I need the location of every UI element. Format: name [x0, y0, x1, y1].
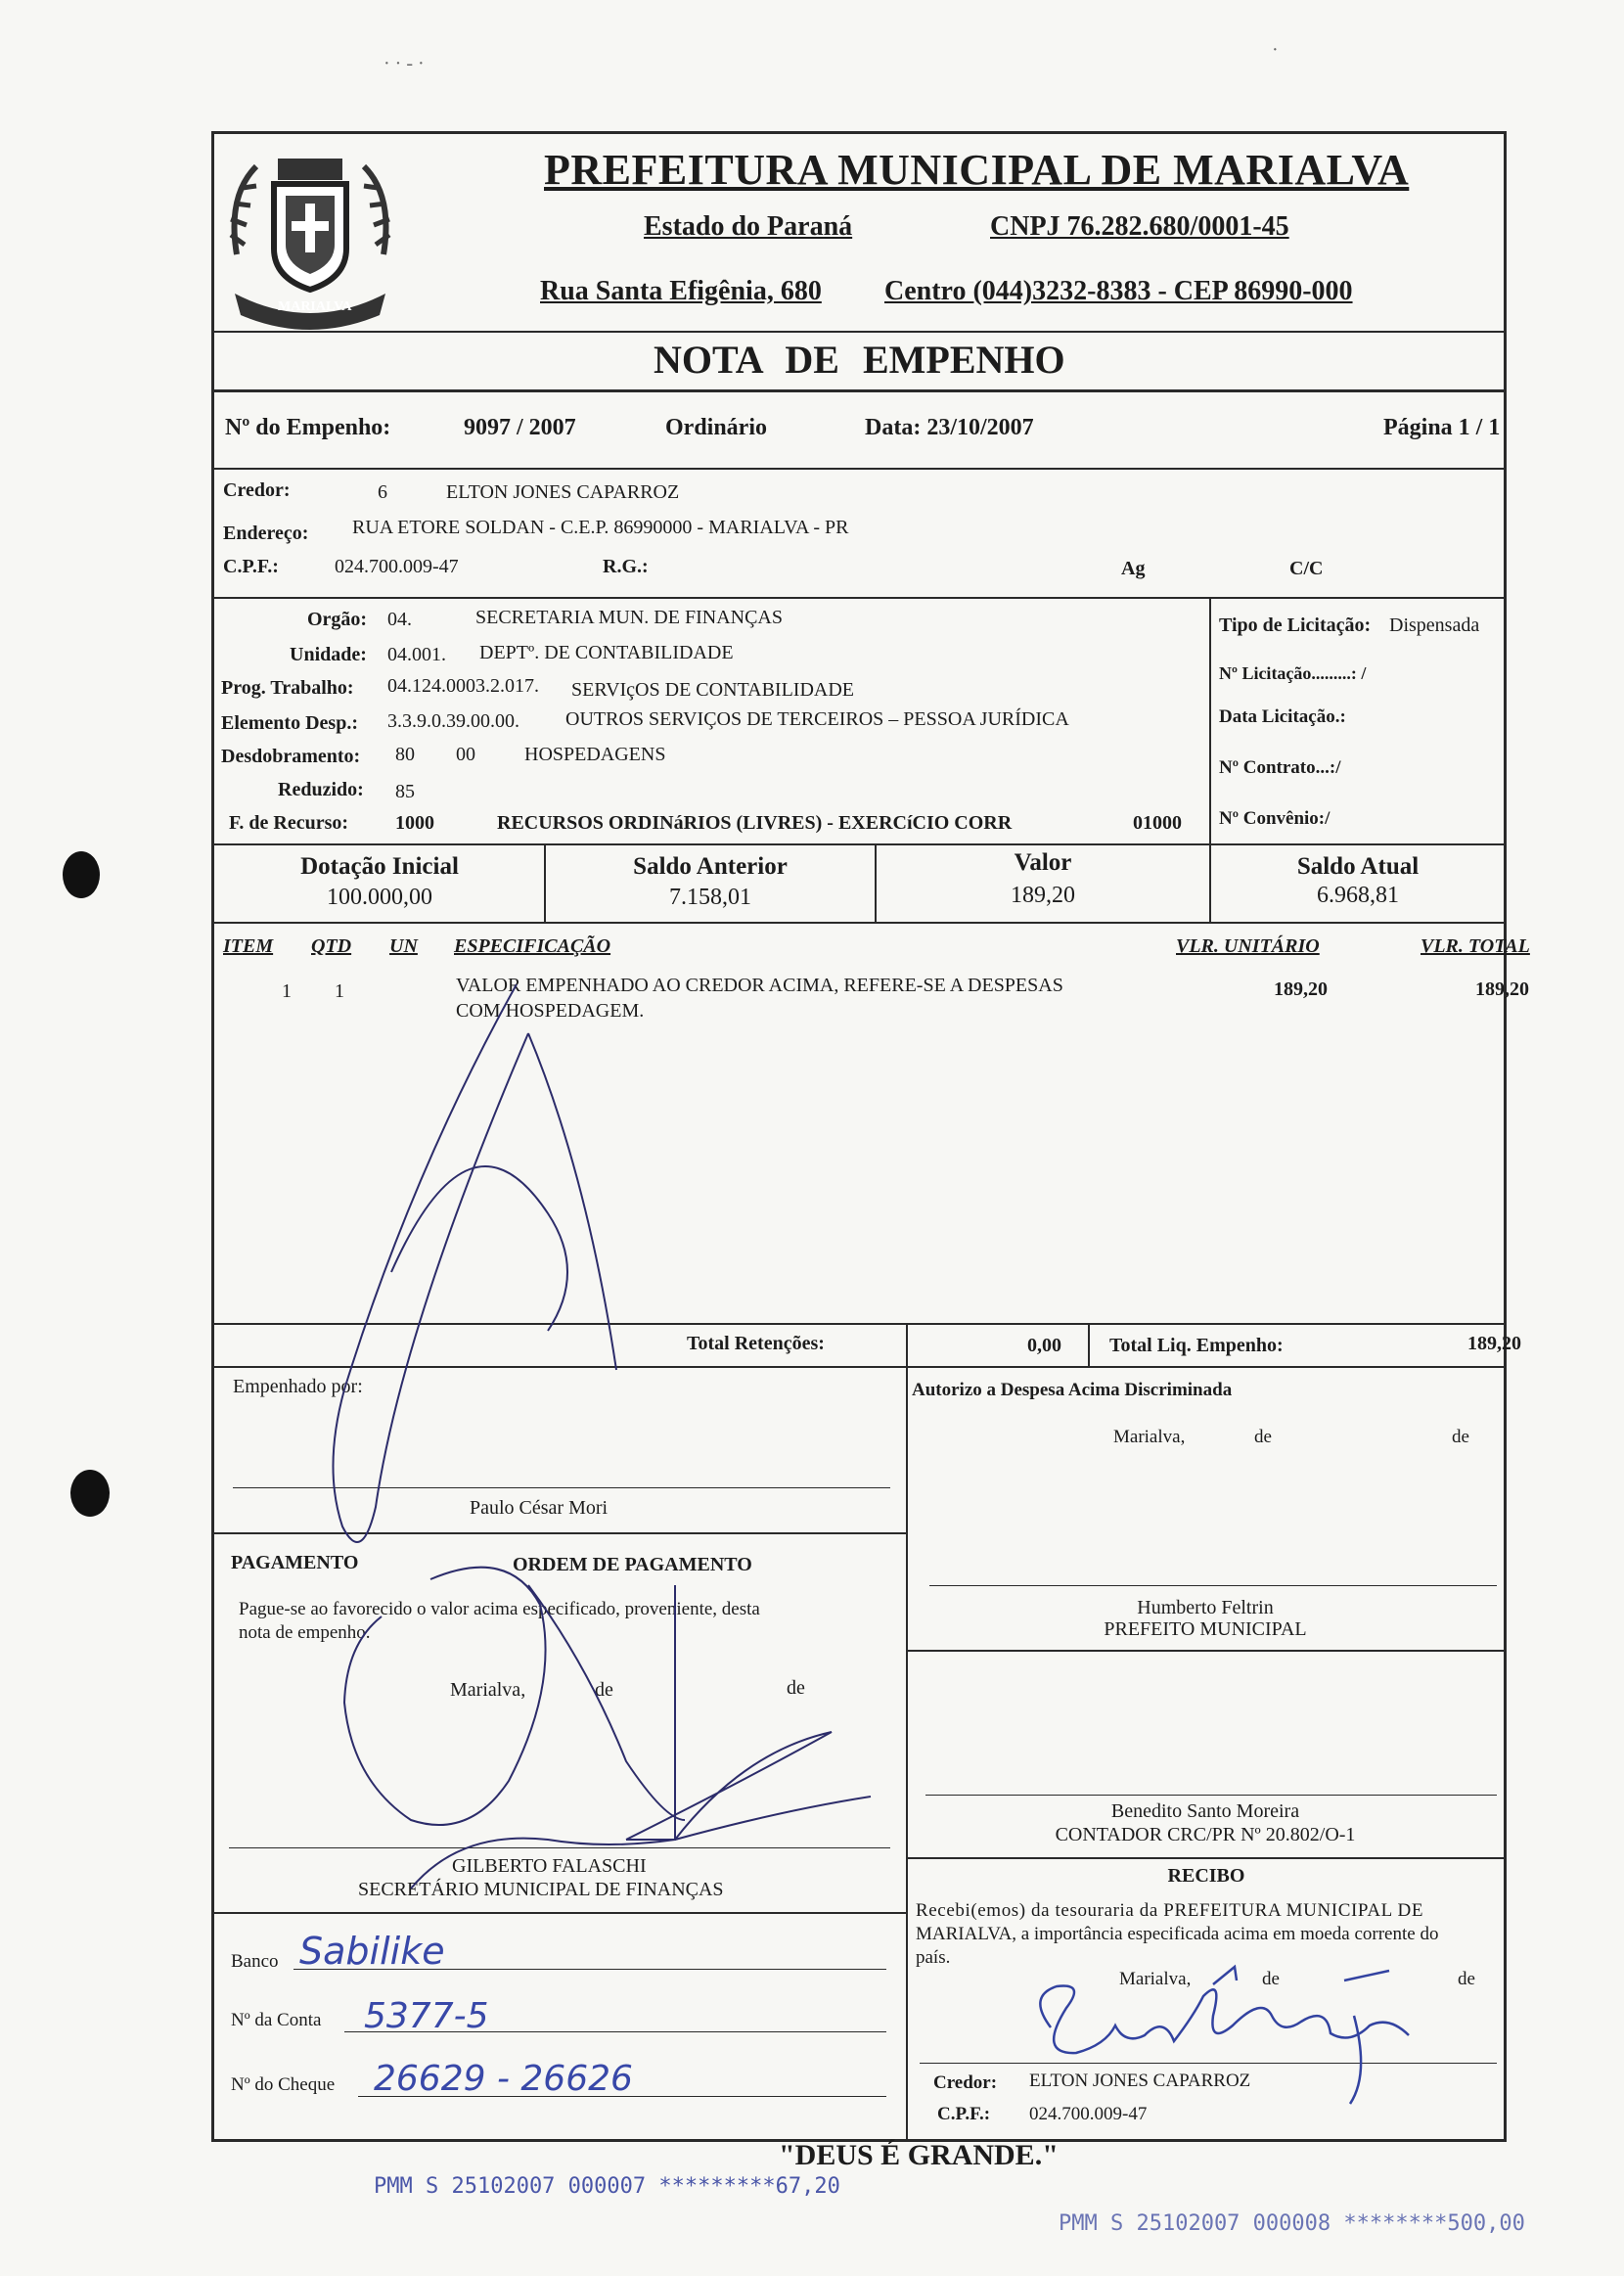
valor-label: Valor [1014, 849, 1072, 876]
unidade-code: 04.001. [387, 644, 446, 665]
item-number: 1 [282, 980, 292, 1002]
stamp-payment-1: PMM S 25102007 000007 *********67,20 [374, 2174, 840, 2199]
contrato-label: Nº Contrato...:/ [1219, 757, 1341, 778]
credor-address: RUA ETORE SOLDAN - C.E.P. 86990000 - MARIALVA - PR [352, 517, 849, 538]
pagamento-de1: de [595, 1679, 613, 1701]
recibo-cpf-label: C.P.F.: [937, 2104, 991, 2124]
pagamento-city: Marialva, [450, 1679, 526, 1701]
recibo-credor-label: Credor: [933, 2072, 998, 2093]
item-vlr-unit: 189,20 [1274, 979, 1328, 1000]
desdob-b: 00 [456, 744, 475, 765]
desdob-name: HOSPEDAGENS [524, 744, 666, 765]
stamp-payment-2: PMM S 25102007 000008 ********500,00 [1059, 2211, 1525, 2236]
credor-cpf: 024.700.009-47 [335, 556, 459, 577]
recibo-text-line3: país. [916, 1947, 951, 1968]
saldo-atual-value: 6.968,81 [1317, 883, 1399, 908]
scan-marks-top-left: · · - · [383, 53, 425, 74]
secretario-name: GILBERTO FALASCHI [452, 1855, 647, 1877]
retencoes-value: 0,00 [1027, 1335, 1061, 1356]
pagamento-de2: de [787, 1677, 805, 1699]
empenho-date: Data: 23/10/2007 [865, 415, 1034, 440]
reduzido-value: 85 [395, 781, 415, 802]
desdob-a: 80 [395, 744, 415, 765]
item-vlr-total: 189,20 [1475, 979, 1529, 1000]
autorizo-de1: de [1254, 1427, 1272, 1447]
item-spec-line2: COM HOSPEDAGEM. [456, 1000, 645, 1022]
prog-code: 04.124.0003.2.017. [387, 675, 539, 697]
conta-label: Nº da Conta [231, 2010, 322, 2030]
retencoes-label: Total Retenções: [687, 1333, 825, 1354]
liq-value: 189,20 [1467, 1333, 1521, 1354]
empenhado-name: Paulo César Mori [470, 1497, 609, 1519]
saldo-atual-label: Saldo Atual [1296, 853, 1420, 880]
recibo-de2: de [1458, 1969, 1475, 1989]
state-name: Estado do Paraná [644, 211, 853, 242]
autorizo-city: Marialva, [1113, 1427, 1186, 1447]
document-title: NOTA DE EMPENHO [654, 338, 1065, 382]
empenhado-label: Empenhado por: [233, 1376, 363, 1397]
recibo-credor-name: ELTON JONES CAPARROZ [1029, 2071, 1251, 2091]
banco-label: Banco [231, 1951, 279, 1972]
prefeito-role: PREFEITO MUNICIPAL [1104, 1618, 1307, 1640]
tipo-licitacao-value: Dispensada [1389, 615, 1480, 636]
orgao-name: SECRETARIA MUN. DE FINANÇAS [475, 607, 783, 628]
convenio-label: Nº Convênio:/ [1219, 808, 1331, 829]
item-spec-line1: VALOR EMPENHADO AO CREDOR ACIMA, REFERE-SE A DESPESAS [456, 975, 1063, 996]
recurso-number: 01000 [1133, 812, 1182, 834]
recibo-text-line1: Recebi(emos) da tesouraria da PREFEITURA MUNICIPAL DE [916, 1900, 1424, 1921]
cpf-label: C.P.F.: [223, 556, 279, 577]
col-vlr-total: VLR. TOTAL [1421, 935, 1530, 957]
elem-label: Elemento Desp.: [221, 712, 358, 734]
col-qtd: QTD [311, 935, 352, 957]
prefeitura-title: PREFEITURA MUNICIPAL DE MARIALVA [544, 146, 1410, 194]
address-label: Endereço: [223, 523, 309, 544]
contador-name: Benedito Santo Moreira [1110, 1800, 1300, 1822]
cheque-value[interactable]: 26629 - 26626 [374, 2059, 633, 2099]
orgao-code: 04. [387, 609, 412, 630]
autorizo-de2: de [1452, 1427, 1469, 1447]
orgao-label: Orgão: [307, 609, 368, 630]
reduzido-label: Reduzido: [278, 779, 364, 800]
address: Rua Santa Efigênia, 680 [540, 276, 822, 306]
tipo-licitacao-label: Tipo de Licitação: [1219, 615, 1372, 636]
prog-name: SERVIçOS DE CONTABILIDADE [571, 679, 854, 701]
empenho-label: Nº do Empenho: [225, 415, 391, 440]
unidade-name: DEPTº. DE CONTABILIDADE [479, 642, 734, 663]
empenho-type: Ordinário [665, 415, 768, 440]
liq-label: Total Liq. Empenho: [1109, 1335, 1284, 1356]
dotacao-label: Dotação Inicial [300, 853, 459, 880]
col-un: UN [389, 935, 418, 957]
item-qty: 1 [335, 980, 344, 1002]
col-vlr-unit: VLR. UNITÁRIO [1176, 935, 1320, 957]
saldo-anterior-label: Saldo Anterior [633, 853, 788, 880]
autorizo-label: Autorizo a Despesa Acima Discriminada [912, 1380, 1233, 1400]
licitacao-number-label: Nº Licitação.........: / [1219, 663, 1367, 683]
col-spec: ESPECIFICAÇÃO [454, 935, 611, 957]
unidade-label: Unidade: [290, 644, 367, 665]
valor-value: 189,20 [1011, 883, 1075, 908]
ordem-pagamento-label: ORDEM DE PAGAMENTO [513, 1554, 752, 1575]
cc-label: C/C [1289, 558, 1324, 579]
cnpj: CNPJ 76.282.680/0001-45 [990, 211, 1289, 242]
prefeito-name: Humberto Feltrin [1137, 1597, 1274, 1618]
saldo-anterior-value: 7.158,01 [669, 885, 751, 910]
empenho-number: 9097 / 2007 [464, 415, 576, 440]
banco-value[interactable]: Sabilike [299, 1930, 445, 1973]
recibo-city: Marialva, [1119, 1969, 1192, 1989]
ag-label: Ag [1121, 558, 1146, 579]
recibo-de1: de [1262, 1969, 1280, 1989]
recurso-name: RECURSOS ORDINáRIOS (LIVRES) - EXERCíCIO CORR [497, 812, 1013, 834]
pagamento-text-line1: Pague-se ao favorecido o valor acima especificado, proveniente, desta [239, 1599, 760, 1619]
pagamento-text-line2: nota de empenho. [239, 1622, 371, 1643]
desdob-label: Desdobramento: [221, 746, 361, 767]
scan-marks-top-right: · [1272, 39, 1279, 61]
elem-name: OUTROS SERVIÇOS DE TERCEIROS – PESSOA JURÍDICA [565, 708, 1069, 730]
recurso-label: F. de Recurso: [229, 812, 349, 834]
recibo-text-line2: MARIALVA, a importância especificada acima em moeda corrente do [916, 1924, 1439, 1944]
recibo-label: RECIBO [1167, 1865, 1245, 1887]
pagamento-label: PAGAMENTO [231, 1552, 359, 1573]
page-number: Página 1 / 1 [1383, 415, 1501, 440]
contador-role: CONTADOR CRC/PR Nº 20.802/O-1 [1055, 1824, 1356, 1845]
licitacao-date-label: Data Licitação.: [1219, 706, 1346, 727]
secretario-role: SECRETÁRIO MUNICIPAL DE FINANÇAS [358, 1879, 724, 1900]
dotacao-value: 100.000,00 [327, 885, 432, 910]
conta-value[interactable]: 5377-5 [364, 1996, 489, 2036]
cheque-label: Nº do Cheque [231, 2074, 336, 2095]
recibo-cpf: 024.700.009-47 [1029, 2104, 1148, 2124]
district-phone-cep: Centro (044)3232-8383 - CEP 86990-000 [884, 276, 1353, 306]
credor-code: 6 [378, 481, 387, 503]
rg-label: R.G.: [603, 556, 649, 577]
elem-code: 3.3.9.0.39.00.00. [387, 710, 519, 732]
crest-ribbon-text: MARIALVA [278, 299, 352, 314]
motto: "DEUS É GRANDE." [779, 2139, 1059, 2171]
credor-name: ELTON JONES CAPARROZ [446, 481, 680, 503]
prog-label: Prog. Trabalho: [221, 677, 354, 699]
col-item: ITEM [223, 935, 274, 957]
recurso-code: 1000 [395, 812, 434, 834]
credor-label: Credor: [223, 479, 291, 501]
